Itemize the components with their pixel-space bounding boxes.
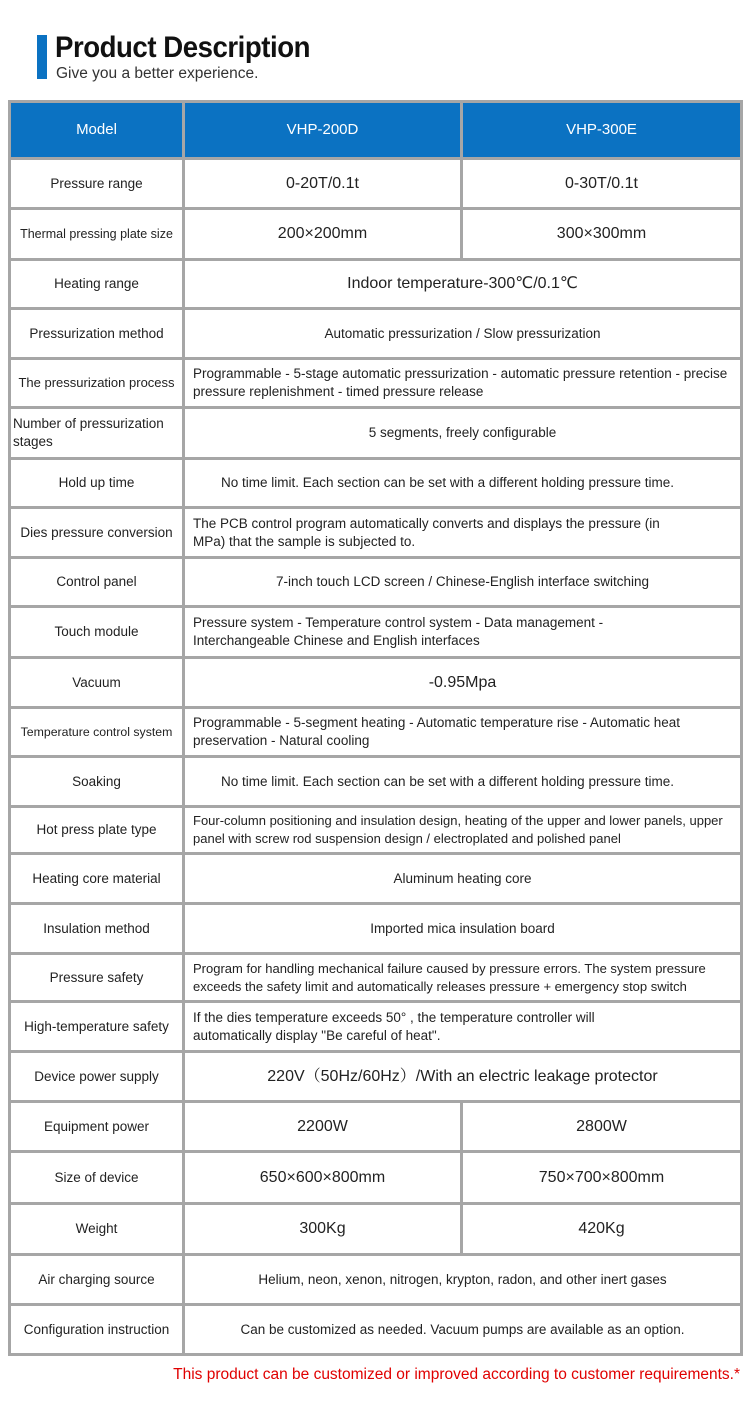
row-label: Touch module (10, 607, 184, 658)
cell-value: 5 segments, freely configurable (184, 408, 742, 459)
cell-value: 0-30T/0.1t (462, 159, 742, 209)
customization-note: This product can be customized or improved according to customer requirements.* (173, 1366, 740, 1383)
cell-value: No time limit. Each section can be set with a different holding pressure time. (184, 459, 742, 508)
row-label: Size of device (10, 1152, 184, 1204)
table-row (10, 1002, 742, 1052)
row-label: Configuration instruction (10, 1305, 184, 1355)
table-row (10, 508, 742, 558)
cell-value: 220V（50Hz/60Hz）/With an electric leakage protector (184, 1052, 742, 1102)
column-header-vhp-200d: VHP-200D (184, 102, 462, 159)
row-label: Equipment power (10, 1102, 184, 1152)
row-label: Weight (10, 1204, 184, 1255)
column-header-model: Model (10, 102, 184, 159)
cell-value: The PCB control program automatically converts and displays the pressure (in MPa) that the sample is subjected to. (184, 508, 742, 558)
table-row (10, 757, 742, 807)
cell-value: 2800W (462, 1102, 742, 1152)
cell-value: 750×700×800mm (462, 1152, 742, 1204)
table-row (10, 459, 742, 508)
cell-value: If the dies temperature exceeds 50° , the temperature controller will automatically display "Be careful of heat". (184, 1002, 742, 1052)
table-row (10, 1152, 742, 1204)
table-row (10, 1305, 742, 1355)
table-row (10, 408, 742, 459)
row-label: Device power supply (10, 1052, 184, 1102)
page-subtitle: Give you a better experience. (56, 65, 259, 82)
row-label: Hold up time (10, 459, 184, 508)
column-header-vhp-300e: VHP-300E (462, 102, 742, 159)
row-label: Control panel (10, 558, 184, 607)
cell-value: Pressure system - Temperature control system - Data management - Interchangeable Chinese and English interfaces (184, 607, 742, 658)
cell-value: 2200W (184, 1102, 462, 1152)
row-label: Pressure safety (10, 954, 184, 1002)
cell-value: Four-column positioning and insulation design, heating of the upper and lower panels, upper panel with screw rod suspension design / electroplated and polished panel (184, 807, 742, 854)
row-label: Vacuum (10, 658, 184, 708)
table-row (10, 1255, 742, 1305)
cell-value: Helium, neon, xenon, nitrogen, krypton, radon, and other inert gases (184, 1255, 742, 1305)
cell-value: Aluminum heating core (184, 854, 742, 904)
table-row (10, 854, 742, 904)
table-row (10, 954, 742, 1002)
cell-value: No time limit. Each section can be set with a different holding pressure time. (184, 757, 742, 807)
row-label: Pressure range (10, 159, 184, 209)
row-label: Pressurization method (10, 309, 184, 359)
cell-value: Automatic pressurization / Slow pressurization (184, 309, 742, 359)
table-row (10, 1052, 742, 1102)
cell-value: Indoor temperature-300℃/0.1℃ (184, 260, 742, 309)
page-title: Product Description (55, 31, 311, 64)
cell-value: 650×600×800mm (184, 1152, 462, 1204)
table-row (10, 708, 742, 757)
cell-value: 300×300mm (462, 209, 742, 260)
cell-value: Program for handling mechanical failure caused by pressure errors. The system pressure exceeds the safety limit and automatically releases pressure + emergency stop switch (184, 954, 742, 1002)
cell-value: Imported mica insulation board (184, 904, 742, 954)
cell-value: Programmable - 5-segment heating - Automatic temperature rise - Automatic heat preservation - Natural cooling (184, 708, 742, 757)
table-row (10, 260, 742, 309)
row-label: Thermal pressing plate size (10, 209, 184, 260)
row-label: High-temperature safety (10, 1002, 184, 1052)
row-label: Hot press plate type (10, 807, 184, 854)
cell-value: Can be customized as needed. Vacuum pumps are available as an option. (184, 1305, 742, 1355)
table-row (10, 359, 742, 408)
table-header-row (10, 102, 742, 159)
table-row (10, 807, 742, 854)
accent-bar (37, 35, 47, 79)
row-label: Dies pressure conversion (10, 508, 184, 558)
row-label: The pressurization process (10, 359, 184, 408)
row-label: Air charging source (10, 1255, 184, 1305)
row-label: Soaking (10, 757, 184, 807)
cell-value: 200×200mm (184, 209, 462, 260)
table-row (10, 1204, 742, 1255)
cell-value: -0.95Mpa (184, 658, 742, 708)
spec-table (8, 100, 743, 1356)
table-row (10, 209, 742, 260)
row-label: Heating core material (10, 854, 184, 904)
cell-value: 7-inch touch LCD screen / Chinese-English interface switching (184, 558, 742, 607)
table-row (10, 159, 742, 209)
table-row (10, 607, 742, 658)
table-row (10, 1102, 742, 1152)
row-label: Number of pressurization stages (10, 408, 184, 459)
cell-value: 0-20T/0.1t (184, 159, 462, 209)
cell-value: Programmable - 5-stage automatic pressurization - automatic pressure retention - precise pressure replenishment - timed pressure release (184, 359, 742, 408)
table-row (10, 558, 742, 607)
cell-value: 300Kg (184, 1204, 462, 1255)
cell-value: 420Kg (462, 1204, 742, 1255)
table-row (10, 904, 742, 954)
table-row (10, 309, 742, 359)
row-label: Heating range (10, 260, 184, 309)
row-label: Insulation method (10, 904, 184, 954)
row-label: Temperature control system (10, 708, 184, 757)
table-row (10, 658, 742, 708)
